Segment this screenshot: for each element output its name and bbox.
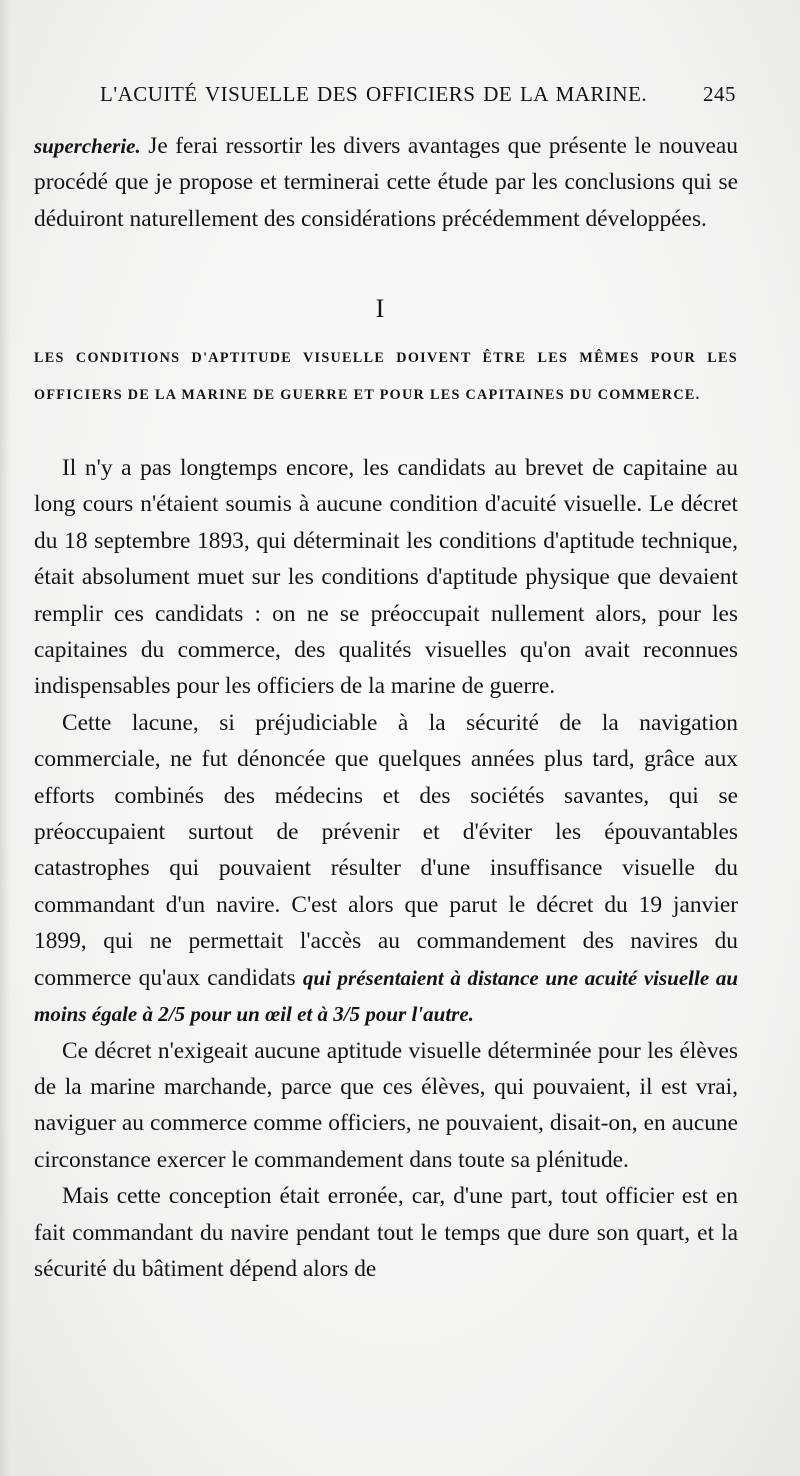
paragraph-1: Il n'y a pas longtemps encore, les candidats au brevet de capitaine au long cours n'étaient soumis à aucune condition d'acuité visuelle. Le décret du 18 septembre 1893, qui déterminait les conditions d'aptitude technique, était absolument muet sur les conditions d'aptitude physique que devaient remplir ces candidats : on ne se préoccupait nullement alors, pour les capitaines du commerce, des qualités visuelles qu'on avait reconnues indispensables pour les officiers de la marine de guerre. bbox=[34, 455, 738, 700]
paragraph-4: Mais cette conception était erronée, car, d'une part, tout officier est en fait commandant du navire pendant tout le temps que dure son quart, et la sécurité du bâtiment dépend alors de bbox=[34, 1183, 738, 1282]
intro-paragraph bbox=[34, 128, 738, 237]
page-number: 245 bbox=[703, 82, 736, 106]
body-text bbox=[34, 450, 738, 1287]
paragraph-2-text: Cette lacune, si préjudiciable à la sécurité de la navigation commerciale, ne fut dénoncée que quelques années plus tard, grâce aux efforts combinés des médecins et des sociétés savantes, qui se préoccupaient surtout de prévenir et d'éviter les épouvantables catastrophes qui pouvaient résulter d'une insuffisance visuelle du commandant d'un navire. C'est alors que parut le décret du 19 janvier 1899, qui ne permettait l'accès au commandement des navires du commerce qu'aux candidats bbox=[34, 709, 738, 991]
intro-text: Je ferai ressortir les divers avantages que présente le nouveau procédé que je propose et terminerai cette étude par les conclusions qui se déduiront naturellement des considérations précédemment développées. bbox=[34, 133, 738, 232]
paragraph-2 bbox=[34, 705, 738, 1033]
running-head bbox=[100, 82, 736, 107]
page-edge-shadow bbox=[0, 0, 10, 1476]
running-head-title: L'ACUITÉ VISUELLE DES OFFICIERS DE LA MARINE. bbox=[100, 82, 648, 106]
intro-lead-italic: supercherie. bbox=[34, 134, 141, 158]
section-number: I bbox=[375, 294, 385, 323]
section-title: LES CONDITIONS D'APTITUDE VISUELLE DOIVENT ÊTRE LES MÊMES POUR LES OFFICIERS DE LA MARINE DE GUERRE ET POUR LES CAPITAINES DU COMMERCE. bbox=[34, 350, 738, 403]
paragraph-3: Ce décret n'exigeait aucune aptitude visuelle déterminée pour les élèves de la marine marchande, parce que ces élèves, qui pouvaient, il est vrai, naviguer au commerce comme officiers, ne pouvaient, disait-on, en aucune circonstance exercer le commandement dans toute sa plénitude. bbox=[34, 1037, 738, 1173]
paragraph-2-italic: qui présentaient à distance une acuité visuelle au moins égale à 2/5 pour un œil et à 3/5 pour l'autre. bbox=[34, 965, 739, 1027]
